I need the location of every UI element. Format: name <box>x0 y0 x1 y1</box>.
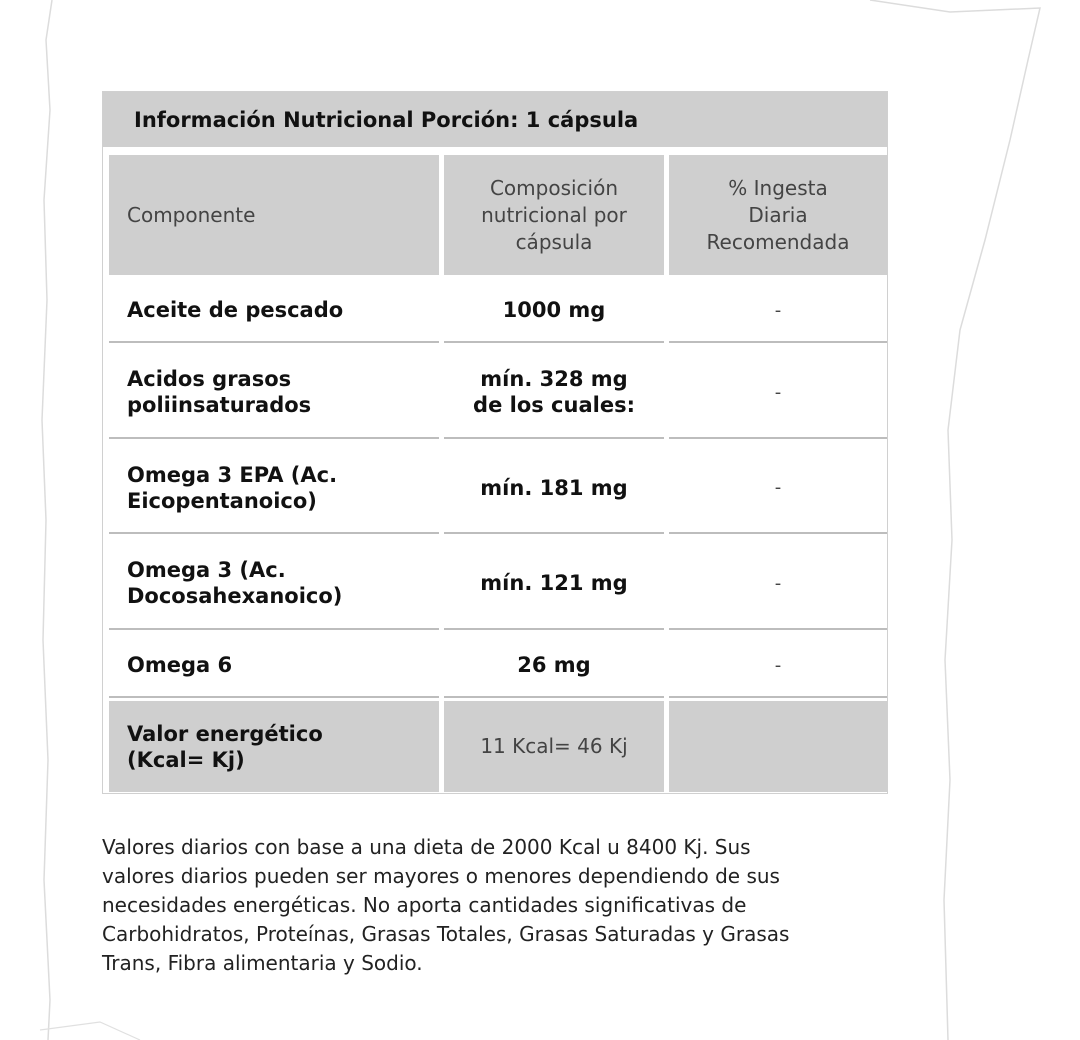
row-component-l2: poliinsaturados <box>127 393 312 417</box>
header-ingesta-l3: Recomendada <box>706 229 850 254</box>
row-amount: mín. 181 mg <box>480 475 628 500</box>
header-ingesta-l1: % Ingesta <box>728 175 828 200</box>
row-amount: mín. 328 mg <box>480 367 628 391</box>
row-amount: mín. 121 mg <box>480 571 628 595</box>
row-idr: - <box>774 572 782 594</box>
row-idr: - <box>774 654 782 676</box>
row-idr: - <box>774 477 782 498</box>
footnote-line: Trans, Fibra alimentaria y Sodio. <box>102 951 423 975</box>
header-composicion <box>444 155 664 275</box>
row-component: Omega 6 <box>127 653 233 677</box>
energy-value: 11 Kcal= 46 Kj <box>480 734 628 758</box>
footnote-line: Valores diarios con base a una dieta de 2000 Kcal u 8400 Kj. Sus <box>102 835 751 859</box>
header-ingesta <box>669 155 887 275</box>
header-componente: Componente <box>109 155 439 275</box>
row-component: Omega 3 EPA (Ac. <box>127 462 338 487</box>
row-component-l2: Docosahexanoico) <box>127 584 343 608</box>
row-amount: 26 mg <box>517 653 591 677</box>
row-component: Acidos grasos <box>127 367 292 391</box>
table-title: Información Nutricional Porción: 1 cápsula <box>103 92 887 147</box>
header-ingesta-l2: Diaria <box>748 202 808 227</box>
header-composicion-l3: cápsula <box>515 229 593 254</box>
row-component-l2: Eicopentanoico) <box>127 488 317 513</box>
footnote-line: valores diarios pueden ser mayores o menores dependiendo de sus <box>102 864 780 888</box>
row-idr: - <box>774 299 782 321</box>
row-component: Omega 3 (Ac. <box>127 558 286 582</box>
row-amount-l2: de los cuales: <box>473 393 635 417</box>
row-idr: - <box>774 381 782 403</box>
row-amount: 1000 mg <box>502 298 606 322</box>
header-composicion-l2: nutricional por <box>481 202 627 227</box>
nutrition-table <box>102 91 888 794</box>
row-component: Aceite de pescado <box>127 298 344 322</box>
energy-idr <box>669 701 887 792</box>
footnote-line: Carbohidratos, Proteínas, Grasas Totales, Grasas Saturadas y Grasas <box>102 922 790 946</box>
header-composicion-l1: Composición <box>489 175 619 200</box>
footnote <box>102 833 872 978</box>
energy-label: Valor energético <box>127 721 323 746</box>
footnote-line: necesidades energéticas. No aporta cantidades significativas de <box>102 893 747 917</box>
energy-label-l2: (Kcal= Kj) <box>127 747 245 772</box>
